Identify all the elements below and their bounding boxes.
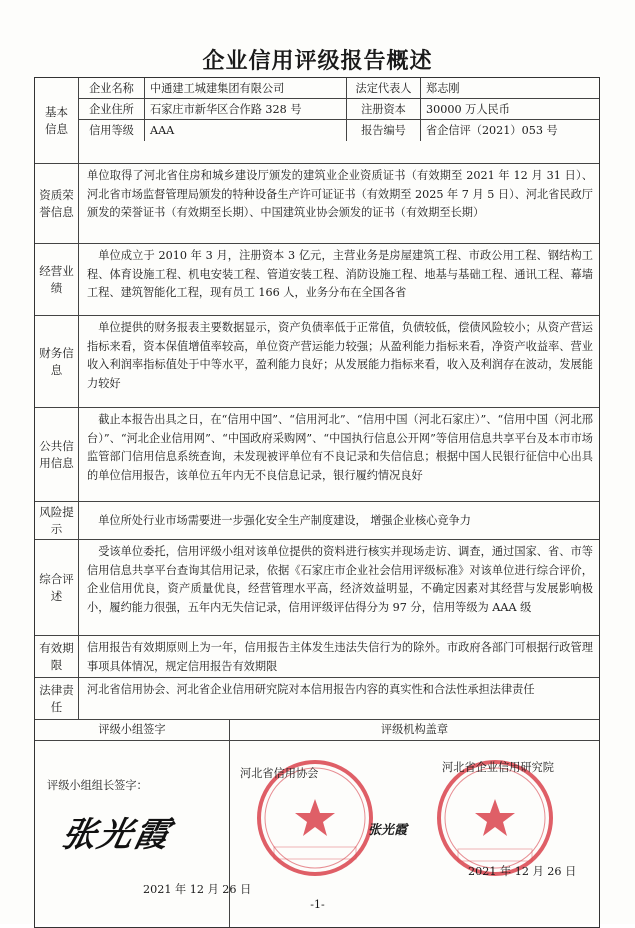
qualification-row [35,164,599,244]
risk-text: 单位所处行业市场需要进一步强化安全生产制度建设， 增强企业核心竞争力 [98,513,471,527]
org1-name: 河北省信用协会 [240,767,319,780]
signature-header [35,720,599,741]
grade-label: 信用等级 [79,120,145,141]
operation-row [35,244,599,316]
finance-row [35,316,599,408]
operation-text: 单位成立于 2010 年 3 月，注册资本 3 亿元，主营业务是房屋建筑工程、市政公用工程、钢结构工程、体育设施工程、机电安装工程、管道安装工程、消防设施工程、地基与基础工程、通讯工程、幕墙工程、建筑智能化工程，现有员工 166 人，业务分布在全国各省 [87,249,593,299]
address-label: 企业住所 [79,99,145,120]
public-credit-row [35,408,599,502]
capital-label: 注册资本 [347,99,421,120]
risk-row [35,502,599,540]
page-title: 企业信用评级报告概述 [202,49,433,74]
validity-label: 有效期限 [35,636,79,677]
basic-info-label: 基本信息 [35,78,79,163]
public-credit-label: 公共信用信息 [35,408,79,501]
public-credit-text: 截止本报告出具之日，在“信用中国”、“信用河北”、“信用中国（河北石家庄）”、“信用中国（河北邢台）”、“河北企业信用网”、“中国政府采购网”、“中国执行信息公开网”等信用信息共享平台及本市市场监管部门信用信息系统查询，未发现被评单位有不良记录和失信信息；根据中国人民银行征信中心出具的单位信用报告，该单位五年内无不良信息记录，银行履约情况良好 [87,413,593,482]
evaluation-label: 综合评述 [35,540,79,635]
left-date: 2021 年 12 月 26 日 [143,883,252,896]
qualification-label: 资质荣誉信息 [35,164,79,243]
grade: AAA [145,120,347,141]
basic-info-row [35,78,599,164]
company-name: 中通建工城建集团有限公司 [145,78,347,99]
finance-text: 单位提供的财务报表主要数据显示，资产负债率低于正常值，负债较低，偿债风险较小；从资产营运指标来看，资本保值增值率较高，单位资产营运能力较强；从盈利能力指标来看，净资产收益率、营业收入利润率指标值处于中等水平，盈利能力良好；从发展能力指标来看，收入及利润存在波动，发展能力较好 [87,321,593,390]
legal-label: 法律责任 [35,678,79,719]
right-date: 2021 年 12 月 26 日 [468,865,577,878]
signature-row [35,720,599,927]
leader-signature: 张光霞 [58,815,175,855]
address: 石家庄市新华区合作路 328 号 [145,99,347,120]
legal-row [35,678,599,720]
operation-label: 经营业绩 [35,244,79,315]
company-name-label: 企业名称 [79,78,145,99]
org-stamp-header: 评级机构盖章 [380,723,449,736]
risk-label: 风险提示 [35,502,79,539]
finance-label: 财务信息 [35,316,79,407]
basic-info-grid [79,78,599,163]
report-table [34,77,600,928]
group-sign-header: 评级小组签字 [35,720,230,740]
legal-rep: 郑志刚 [421,78,599,99]
report-no-label: 报告编号 [347,120,421,141]
legal-text: 河北省信用协会、河北省企业信用研究院对本信用报告内容的真实性和合法性承担法律责任 [87,683,535,696]
validity-text: 信用报告有效期原则上为一年，信用报告主体发生违法失信行为的除外。市政府各部门可根据行政管理事项具体情况，规定信用报告有效期限 [87,641,593,673]
capital: 30000 万人民币 [421,99,599,120]
report-no: 省企信评（2021）053 号 [426,124,558,137]
org2-name: 河北省企业信用研究院 [442,761,554,774]
evaluation-text: 受该单位委托，信用评级小组对该单位提供的资料进行核实并现场走访、调查，通过国家、省、市等信用信息共享平台查询其信用记录，依据《石家庄市企业社会信用评级标准》对该单位进行综合评价，企业信用优良，资产质量优良，经营管理水平高，经济效益明显，不确定因素对其经营与发展影响极小，履约能力很强，五年内无失信记录，信用评级评估得分为 97 分，信用等级为 AAA 级 [87,545,593,614]
legal-rep-label: 法定代表人 [347,78,421,99]
stamp-signature: 张光霞 [368,823,408,838]
page-number: -1- [310,898,325,911]
evaluation-row [35,540,599,636]
qualification-text: 单位取得了河北省住房和城乡建设厅颁发的建筑业企业资质证书（有效期至 2021 年 12 月 31 日）、河北省市场监督管理局颁发的特种设备生产许可证证书（有效期至 2025 年 7 月 5 日）、河北省民政厅颁发的荣誉证书（有效期至长期）、中国建筑业协会颁发的证书（有效期至长期） [87,169,593,219]
leader-label: 评级小组组长签字： [47,779,148,792]
validity-row [35,636,599,678]
